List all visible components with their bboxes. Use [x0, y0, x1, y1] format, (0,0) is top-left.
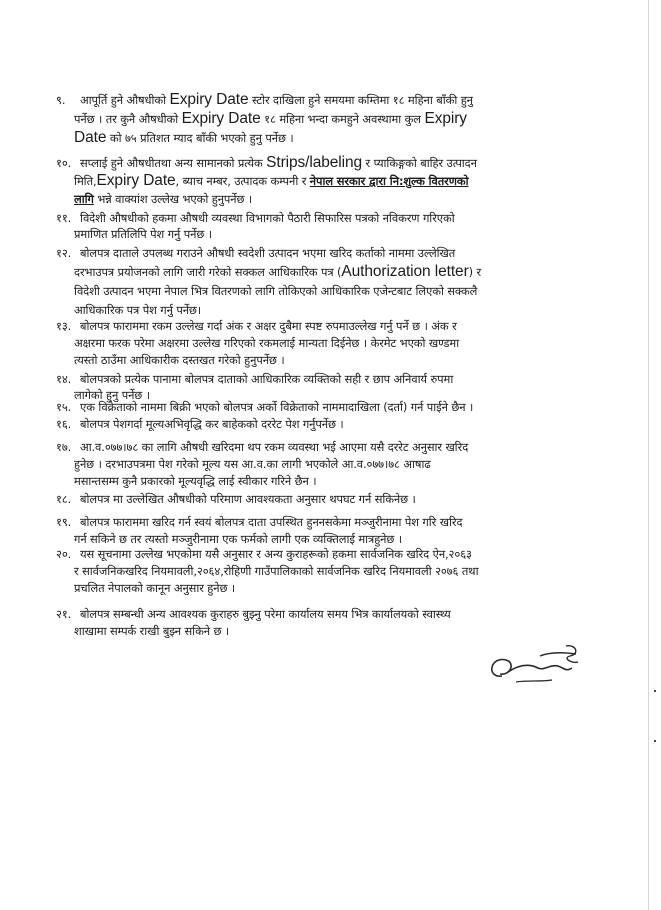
- item-number: १४.: [56, 372, 72, 386]
- text-run: मसान्तसम्म कुनै प्रकारको मूल्यवृद्धि लाई स्वीकार गरिने छैन ।: [74, 474, 317, 488]
- text-run: विदेशी औषधीको हकमा औषधी व्यवस्था विभागको पैठारी सिफारिस पत्रको नविकरण गरिएको: [80, 211, 455, 225]
- item-line: [74, 226, 212, 242]
- text-run: को ७५ प्रतिशत म्याद बाँकी भएको हुनु पर्नेछ ।: [106, 131, 294, 145]
- text-run: Expiry Date: [181, 110, 261, 127]
- text-run: Date: [74, 129, 107, 146]
- text-run: अक्षरमा फरक परेमा अक्षरमा उल्लेख गरिएको रकमलाई मान्यता दिईनेछ । केरमेट भएको खण्डमा: [74, 336, 460, 350]
- scan-mark: [654, 690, 656, 692]
- text-run: विदेशी उत्पादन भएमा नेपाल भित्र वितरणको लागि तोकिएको आधिकारिक एजेन्टबाट लिएको सक्कलै: [74, 284, 478, 298]
- item-number: १०.: [56, 156, 72, 170]
- text-run: आपूर्ति हुने औषधीको: [80, 93, 170, 107]
- text-run: बोलपत्र सम्बन्धी अन्य आवश्यक कुराहरु बुझ्नु परेमा कार्यालय समय भित्र कार्यालयको स्वास्थ्य: [80, 607, 451, 621]
- text-run: नेपाल सरकार द्वारा नि:शुल्क वितरणको: [309, 174, 469, 188]
- item-number: ९.: [56, 93, 66, 107]
- item-number: १८.: [56, 492, 72, 506]
- text-run: प्रचलित नेपालको कानून अनुसार हुनेछ ।: [74, 581, 236, 595]
- item-line: [80, 546, 472, 562]
- text-run: Strips/labeling: [266, 154, 363, 171]
- text-run: Expiry Date: [96, 172, 176, 189]
- text-run: मिति,: [74, 174, 97, 188]
- text-run: लागि: [74, 192, 94, 206]
- item-line: [74, 335, 459, 351]
- text-run: गर्न सकिने छ तर त्यस्तो मञ्जुरीनामा एक फर्मको लागी एक व्यक्तिलाई मात्रहुनेछ ।: [74, 532, 402, 546]
- item-line: [80, 155, 477, 171]
- item-number: २०.: [56, 547, 72, 561]
- text-run: बोलपत्रको प्रत्येक पानामा बोलपत्र दाताको आधिकारिक व्यक्तिको सही र छाप अनिवार्य रुपमा: [80, 372, 454, 386]
- text-run: र प्याकिङ्गको बाहिर उत्पादन: [362, 156, 477, 170]
- text-run: बोलपत्र दाताले उपलब्ध गराउने औषधी स्वदेशी उत्पादन भएमा खरिद कर्ताको नाममा उल्लेखित: [80, 246, 456, 260]
- item-line: [80, 439, 468, 455]
- item-line: [74, 302, 201, 318]
- item-line: [80, 416, 344, 432]
- text-run: ) र: [468, 265, 482, 279]
- text-run: शाखामा सम्पर्क राखी बुझ्न सकिने छ ।: [74, 624, 230, 638]
- text-run: बोलपत्र मा उल्लेखित औषधीको परिमाण आवश्यकता अनुसार थपघट गर्न सकिनेछ ।: [80, 492, 416, 506]
- text-run: Expiry: [424, 110, 467, 127]
- text-run: बोलपत्र फाराममा खरिद गर्न स्वयं बोलपत्र दाता उपस्थित हुननसकेमा मञ्जुरीनामा पेश गरि खरिद: [80, 515, 463, 529]
- item-line: [74, 580, 235, 596]
- text-run: १८ महिना भन्दा कमहुने अवस्थामा कुल: [260, 112, 425, 126]
- text-run: हुनेछ । दरभाउपत्रमा पेश गरेको मूल्य यस आ.व.का लागी भएकोले आ.व.०७७।७८ आषाढ: [74, 457, 431, 471]
- item-line: [80, 245, 455, 261]
- text-run: सप्लाई हुने औषधीतथा अन्य सामानको प्रत्येक: [80, 156, 267, 170]
- text-run: एक विक्रेताको नाममा बिक्री भएको बोलपत्र अर्को विक्रेताको नाममादाखिला (दर्ता) गर्न पाईने छैन ।: [80, 400, 474, 414]
- item-line: [74, 456, 431, 472]
- item-line: [74, 173, 468, 189]
- item-number: ११.: [56, 211, 72, 225]
- item-line: [80, 210, 455, 226]
- text-run: र सार्वजनिकखरिद नियमावली,२०६४,रोहिणी गाउँपालिकाको सार्वजनिक खरिद नियमावली २०७६ तथा: [74, 564, 479, 578]
- item-line: [80, 92, 473, 108]
- text-run: लागेको हुनु पर्नेछ ।: [74, 388, 150, 402]
- item-number: १५.: [56, 400, 72, 414]
- item-line: [80, 318, 457, 334]
- item-line: [74, 623, 229, 639]
- item-line: [74, 191, 252, 207]
- item-number: १२.: [56, 246, 72, 260]
- text-run: यस सूचनामा उल्लेख भएकोमा यसै अनुसार र अन्य कुराहरूको हकमा सार्वजनिक खरिद ऐन,२०६३: [80, 547, 472, 561]
- item-line: [80, 399, 473, 415]
- text-run: , ब्याच नम्बर, उत्पादक कम्पनी र: [175, 174, 310, 188]
- scan-mark: [654, 740, 656, 742]
- item-line: [80, 514, 462, 530]
- item-number: १६.: [56, 417, 72, 431]
- item-line: [74, 130, 294, 146]
- item-line: [74, 264, 481, 280]
- text-run: दरभाउपत्र प्रयोजनको लागि जारी गरेको सक्कल आधिकारिक पत्र (: [74, 265, 342, 279]
- item-line: [80, 606, 451, 622]
- text-run: पर्नेछ । तर कुनै औषधीको: [74, 112, 182, 126]
- item-line: [74, 283, 477, 299]
- item-number: १९.: [56, 515, 72, 529]
- item-number: १७.: [56, 440, 72, 454]
- item-line: [80, 491, 416, 507]
- text-run: Expiry Date: [169, 91, 249, 108]
- item-line: [80, 371, 453, 387]
- text-run: आ.व.०७७।७८ का लागि औषधी खरिदमा थप रकम व्यवस्था भई आएमा यसै दररेट अनुसार खरिद: [80, 440, 469, 454]
- text-run: भन्ने वाक्यांश उल्लेख भएको हुनुपर्नेछ ।: [93, 192, 253, 206]
- text-run: प्रमाणित प्रतिलिपि पेश गर्नु पर्नेछ ।: [74, 227, 212, 241]
- item-line: [74, 563, 478, 579]
- signature: [480, 642, 590, 690]
- item-number: १३.: [56, 319, 72, 333]
- text-run: बोलपत्र फाराममा रकम उल्लेख गर्दा अंक र अक्षर दुबैमा स्पष्ट रुपमाउल्लेख गर्नु पर्ने छ । अंक र: [80, 319, 457, 333]
- text-run: आधिकारिक पत्र पेश गर्नु पर्नेछ।: [74, 303, 202, 317]
- page-edge-line: [648, 0, 649, 910]
- item-line: [74, 111, 467, 127]
- item-line: [74, 531, 402, 547]
- item-line: [74, 352, 285, 368]
- text-run: स्टोर दाखिला हुने समयमा कम्तिमा १८ महिना बाँकी हुनु: [248, 93, 473, 107]
- text-run: बोलपत्र पेशगर्दा मूल्यअभिवृद्धि कर बाहेकको दररेट पेश गर्नुपर्नेछ ।: [80, 417, 344, 431]
- item-number: २१.: [56, 607, 72, 621]
- item-line: [74, 473, 316, 489]
- text-run: Authorization letter: [341, 263, 469, 280]
- text-run: त्यस्तो ठाउँमा आधिकारीक दस्तखत गरेको हुनुपर्नेछ ।: [74, 353, 285, 367]
